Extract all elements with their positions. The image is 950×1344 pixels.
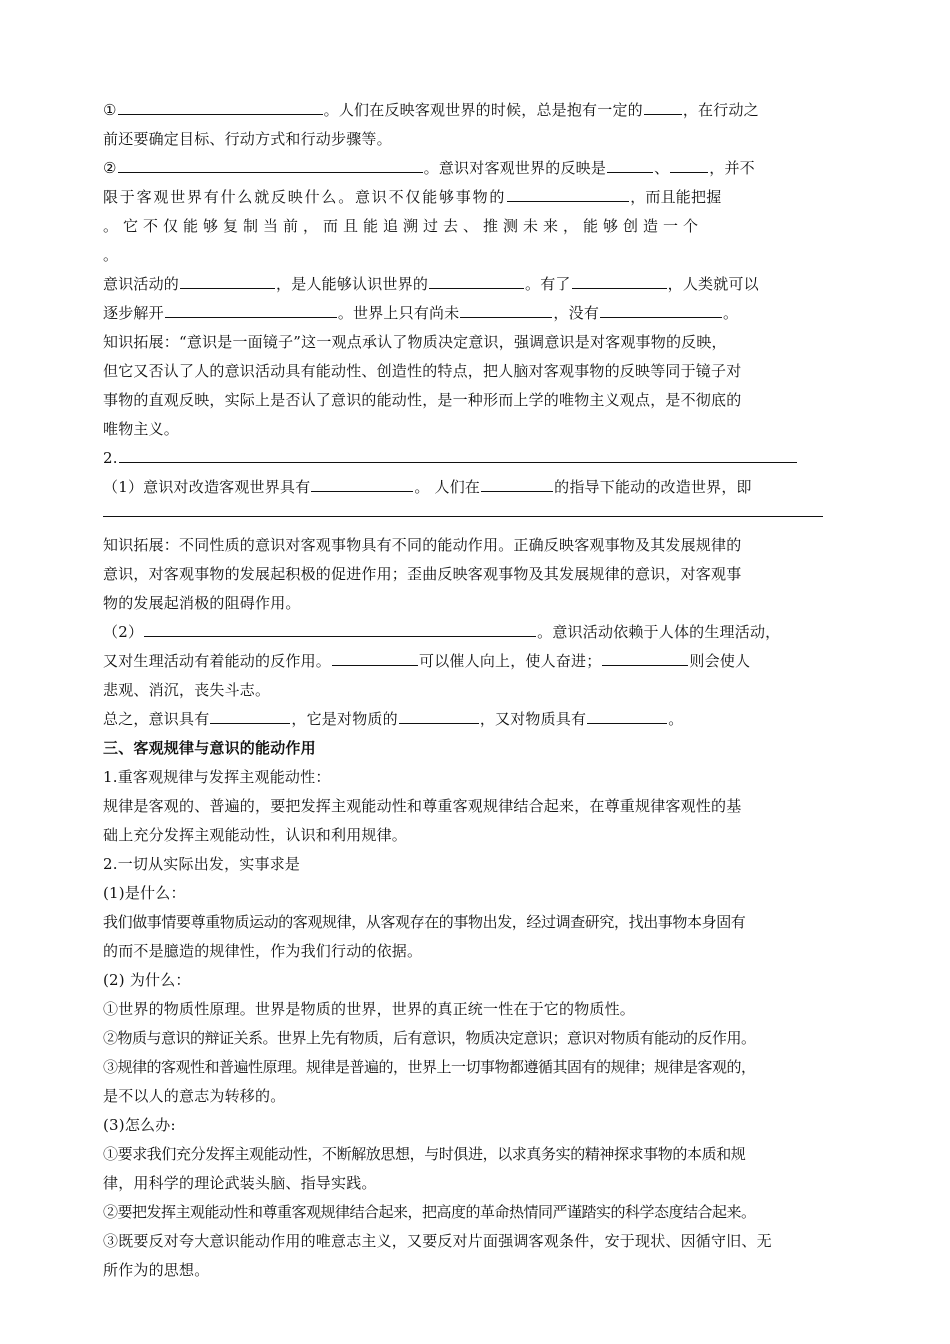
text-line [103, 473, 823, 502]
text-line [103, 647, 823, 676]
fill-blank[interactable] [118, 99, 323, 115]
text-line [103, 328, 823, 357]
text: 的指导下能动的改造世界，即 [554, 478, 752, 496]
text: ，并不 [709, 159, 755, 177]
text-line [103, 415, 823, 444]
fill-blank[interactable] [165, 302, 337, 318]
text: (2) 为什么： [103, 971, 191, 989]
text-line [103, 966, 823, 995]
text-line [103, 676, 823, 705]
fill-blank[interactable] [607, 157, 653, 173]
text: (1)是什么： [103, 884, 186, 902]
text-line [103, 357, 823, 386]
text: 知识拓展：“意识是一面镜子”这一观点承认了物质决定意识，强调意识是对客观事物的反映， [103, 333, 727, 351]
fill-blank[interactable] [507, 186, 629, 202]
text: 意识活动的 [103, 275, 180, 293]
text-line [103, 96, 823, 125]
text-line [103, 560, 823, 589]
fill-blank[interactable] [311, 476, 413, 492]
text-line [103, 1082, 823, 1111]
text: ，没有 [553, 304, 600, 322]
text-line [103, 1227, 823, 1256]
text-line [103, 125, 823, 154]
text: 物的发展起消极的阻碍作用。 [103, 594, 301, 612]
text: 所作为的思想。 [103, 1261, 210, 1279]
text: 础上充分发挥主观能动性，认识和利用规律。 [103, 826, 408, 844]
text: ，它是对物质的 [291, 710, 398, 728]
text: （2） [103, 623, 144, 641]
text: 2. [103, 449, 118, 467]
fill-blank[interactable] [399, 708, 479, 724]
fill-blank[interactable] [644, 99, 682, 115]
text-line [103, 1256, 823, 1285]
text: 的而不是臆造的规律性，作为我们行动的依据。 [103, 942, 423, 960]
text: 、 [654, 159, 670, 177]
text: 知识拓展：不同性质的意识对客观事物具有不同的能动作用。正确反映客观事物及其发展规律的 [103, 536, 742, 554]
text: 。有了 [525, 275, 571, 293]
text: ②物质与意识的辩证关系。世界上先有物质，后有意识，物质决定意识；意识对物质有能动的反作用。 [103, 1029, 756, 1047]
text-line [103, 1024, 823, 1053]
fill-blank[interactable] [332, 650, 418, 666]
text-line [103, 183, 823, 212]
fill-blank[interactable] [602, 650, 688, 666]
fill-blank[interactable] [600, 302, 722, 318]
text: 是不以人的意志为转移的。 [103, 1087, 286, 1105]
text: 我们做事情要尊重物质运动的客观规律，从客观存在的事物出发，经过调查研究，找出事物本身固有 [103, 913, 746, 931]
text: 事物的直观反映，实际上是否认了意识的能动性，是一种形而上学的唯物主义观点，是不彻底的 [103, 391, 742, 409]
fill-blank[interactable] [119, 447, 797, 463]
text: ②要把发挥主观能动性和尊重客观规律结合起来，把高度的革命热情同严谨踏实的科学态度结合起来。 [103, 1203, 756, 1221]
fill-blank[interactable] [481, 476, 553, 492]
text: 。世界上只有尚未 [337, 304, 460, 322]
fill-blank[interactable] [180, 273, 275, 289]
section-heading: 三、客观规律与意识的能动作用 [103, 739, 316, 757]
fill-blank-full-line[interactable] [103, 502, 823, 517]
text: (3)怎么办: [103, 1116, 176, 1134]
text: ① [103, 101, 117, 119]
text-line [103, 299, 823, 328]
text: ③既要反对夸大意识能动作用的唯意志主义，又要反对片面强调客观条件，安于现状、因循守旧、无 [103, 1232, 772, 1250]
text: 规律是客观的、普遍的，要把发挥主观能动性和尊重客观规律结合起来，在尊重规律客观性的基 [103, 797, 742, 815]
text: 但它又否认了人的意识活动具有能动性、创造性的特点，把人脑对客观事物的反映等同于镜子对 [103, 362, 742, 380]
fill-blank[interactable] [670, 157, 708, 173]
text: ，而且能把握 [630, 188, 722, 206]
text: （1）意识对改造客观世界具有 [103, 478, 311, 496]
text-line [103, 589, 823, 618]
text: 可以催人向上，使人奋进； [419, 652, 602, 670]
text: 。意识对客观世界的反映是 [423, 159, 607, 177]
text-line [103, 850, 823, 879]
text-line [103, 1169, 823, 1198]
text: 。 人们在 [414, 478, 481, 496]
text: ①世界的物质性原理。世界是物质的世界，世界的真正统一性在于它的物质性。 [103, 1000, 636, 1018]
text: 总之，意识具有 [103, 710, 210, 728]
text: 1.重客观规律与发挥主观能动性： [103, 768, 331, 786]
text-line [103, 1053, 823, 1082]
text: 。意识活动依赖于人体的生理活动， [537, 623, 781, 641]
text-line [103, 531, 823, 560]
text: 又对生理活动有着能动的反作用。 [103, 652, 332, 670]
text: 则会使人 [689, 652, 751, 670]
text: 前还要确定目标、行动方式和行动步骤等。 [103, 130, 392, 148]
text-line [103, 1111, 823, 1140]
document-page [103, 96, 823, 1285]
text: 律，用科学的理论武装头脑、指导实践。 [103, 1174, 377, 1192]
text-line [103, 1198, 823, 1227]
text: 。人们在反映客观世界的时候，总是抱有一定的 [323, 101, 643, 119]
text-line [103, 705, 823, 734]
text: 逐步解开 [103, 304, 164, 322]
text-line [103, 618, 823, 647]
text-line [103, 763, 823, 792]
text: 。它不仅能够复制当前，而且能追溯过去、推测未来，能够创造一个 [103, 217, 704, 235]
text-line [103, 154, 823, 183]
text-line [103, 241, 823, 270]
text-line [103, 995, 823, 1024]
fill-blank[interactable] [572, 273, 667, 289]
text-line [103, 444, 823, 473]
text: ② [103, 159, 117, 177]
text-line [103, 879, 823, 908]
fill-blank[interactable] [587, 708, 667, 724]
text: ，又对物质具有 [479, 710, 587, 728]
text-line [103, 937, 823, 966]
fill-blank[interactable] [118, 157, 423, 173]
text-line [103, 212, 823, 241]
text-line [103, 821, 823, 850]
text: 2.一切从实际出发，实事求是 [103, 855, 301, 873]
text: ①要求我们充分发挥主观能动性，不断解放思想，与时俱进，以求真务实的精神探求事物的本质和规 [103, 1145, 746, 1163]
text: 意识，对客观事物的发展起积极的促进作用；歪曲反映客观事物及其发展规律的意识，对客观事 [103, 565, 742, 583]
fill-blank[interactable] [144, 621, 536, 637]
text: 限于客观世界有什么就反映什么。意识不仅能够事物的 [103, 188, 507, 206]
text-line [103, 270, 823, 299]
text-line [103, 908, 823, 937]
text-line [103, 792, 823, 821]
text: 悲观、消沉，丧失斗志。 [103, 681, 271, 699]
text: ，是人能够认识世界的 [276, 275, 429, 293]
text-line [103, 386, 823, 415]
fill-blank[interactable] [210, 708, 290, 724]
text: ，在行动之 [682, 101, 759, 119]
text-line [103, 1140, 823, 1169]
text: ，人类就可以 [667, 275, 759, 293]
fill-blank[interactable] [460, 302, 552, 318]
text: 。 [723, 304, 739, 322]
text: 唯物主义。 [103, 420, 180, 438]
text: 。 [668, 710, 684, 728]
text: 。 [103, 246, 119, 264]
fill-blank[interactable] [429, 273, 524, 289]
text: ③规律的客观性和普遍性原理。规律是普遍的，世界上一切事物都遵循其固有的规律；规律是客观的， [103, 1058, 756, 1076]
